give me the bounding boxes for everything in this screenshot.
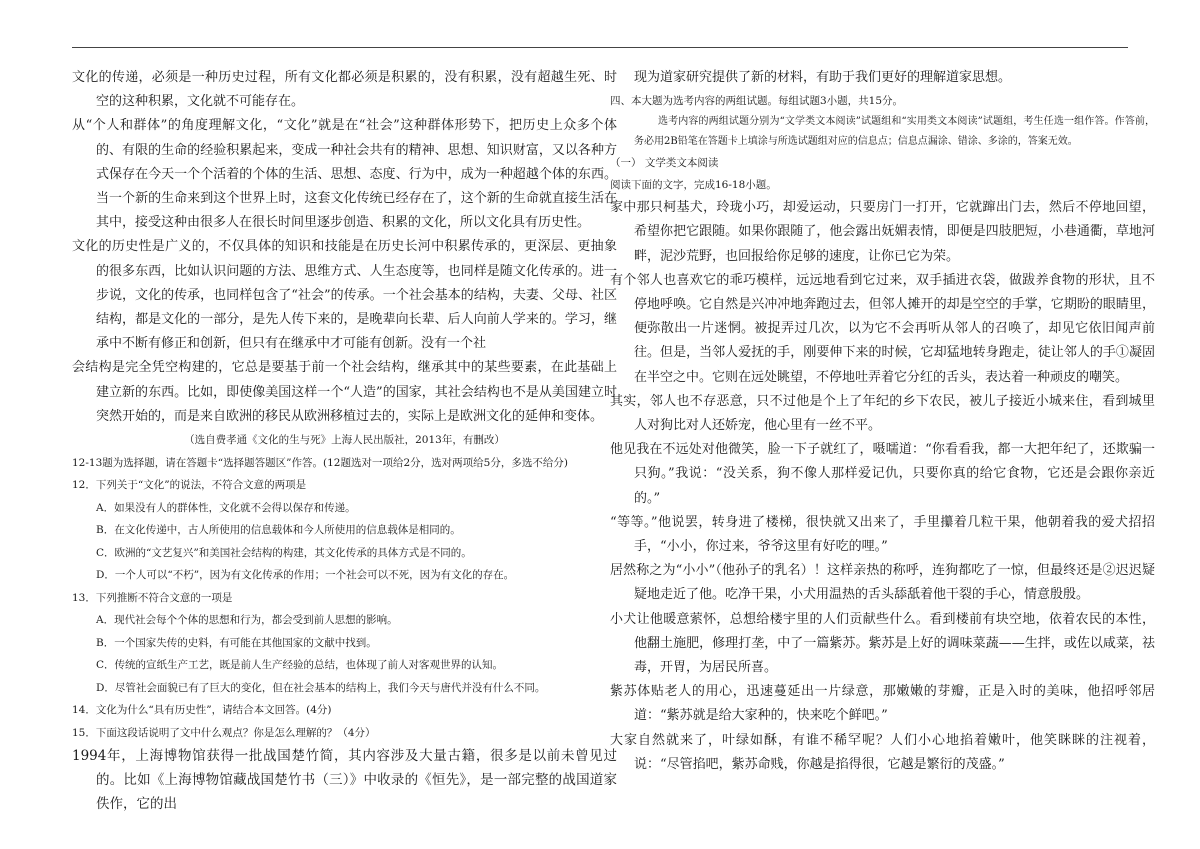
section-4-description: 选考内容的两组试题分别为“文学类文本阅读”试题组和“实用类文本阅读”试题组，考生任选一组作答。作答前，务必用2B铅笔在答题卡上填涂与所选试题组对应的信息点；信息点漏涂、错涂、多涂的，答案无效。 bbox=[634, 116, 1155, 148]
question-12: 12．下列关于“文化”的说法，不符合文意的两项是 bbox=[72, 479, 307, 492]
option-13a: A．现代社会每个个体的思想和行为，都会受到前人思想的影响。 bbox=[96, 614, 398, 627]
instruction-text: 12-13题为选择题，请在答题卡“选择题答题区”作答。(12题选对一项给2分，选对两项给5分，多选不给分) bbox=[72, 456, 568, 469]
option-13c: C．传统的宣纸生产工艺，既是前人生产经验的总结，也体现了前人对客观世界的认知。 bbox=[96, 659, 504, 672]
question-15-text: 1994年，上海博物馆获得一批战国楚竹简，其内容涉及大量古籍，很多是以前未曾见过的。比如《上海博物馆藏战国楚竹书（三）》中收录的《恒先》，是一部完整的战国道家佚作，它的出 bbox=[72, 748, 617, 813]
story-paragraph-2: 有个邻人也喜欢它的乖巧模样，远远地看到它过来，双手插进衣袋，做跋养食物的形状，且不停地呼唤。它自然是兴冲冲地奔跑过去，但邻人摊开的却是空空的手掌，它期盼的眼睛里，便弥散出一片迷惘。被捉弄过几次，以为它不会再听从邻人的召唤了，却见它依旧闻声前往。但是，当邻人爱抚的手，刚要伸下来的时候，它却猛地转身跑走，徒让邻人的手①凝固在半空之中。它则在远处眺望，不停地吐弄着它分红的舌头，表达着一种顽皮的嘲笑。 bbox=[610, 272, 1155, 385]
paragraph-3: 文化的历史性是广义的，不仅具体的知识和技能是在历史长河中积累传承的，更深层、更抽象的很多东西，比如认识问题的方法、思维方式、人生态度等，也同样是随文化传承的。进一步说，文化的传承，也同样包含了“社会”的传承。一个社会基本的结构，夫妻、父母、社区结构，都是文化的一部分，是先人传下来的，是晚辈向长辈、后人向前人学来的。学习，继承中不断有修正和创新，但只有在继承中才可能有创新。没有一个社 bbox=[72, 239, 617, 352]
option-12a: A．如果没有人的群体性，文化就不会得以保存和传递。 bbox=[96, 501, 356, 514]
story-paragraph-3: 其实，邻人也不存恶意，只不过他是个上了年纪的乡下农民，被儿子接近小城来住，看到城里人对狗比对人还娇宠，他心里有一丝不平。 bbox=[610, 393, 1155, 434]
question-15: 15．下面这段话说明了文中什么观点？你是怎么理解的？（4分） bbox=[72, 726, 376, 739]
story-paragraph-5: “等等。”他说罢，转身进了楼梯，很快就又出来了，手里攥着几粒干果，他朝着我的爱犬招招手，“小小，你过来，爷爷这里有好吃的哩。” bbox=[610, 514, 1155, 555]
story-paragraph-4: 他见我在不远处对他微笑，脸一下子就红了，嗫嚅道：“你看看我，都一大把年纪了，还欺骗一只狗。”我说：“没关系，狗不像人那样爱记仇，只要你真的给它食物，它还是会跟你亲近的。” bbox=[610, 442, 1155, 506]
paragraph-4: 会结构是完全凭空构建的，它总是要基于前一个社会结构，继承其中的某些要素，在此基础上建立新的东西。比如，即使像美国这样一个“人造”的国家，其社会结构也不是从美国建立时突然开始的，而是来自欧洲的移民从欧洲移植过去的，实际上是欧洲文化的延伸和变体。 bbox=[72, 360, 617, 424]
header-rule bbox=[72, 47, 1128, 48]
option-13d: D．尽管社会面貌已有了巨大的变化，但在社会基本的结构上，我们今天与唐代并没有什么不同。 bbox=[96, 681, 546, 694]
question-14: 14．文化为什么“具有历史性”，请结合本文回答。(4分) bbox=[72, 704, 332, 717]
option-12b: B．在文化传递中，古人所使用的信息载体和今人所使用的信息载体是相同的。 bbox=[96, 524, 461, 537]
q15-continuation: 现为道家研究提供了新的材料，有助于我们更好的理解道家思想。 bbox=[634, 70, 1012, 85]
reading-instruction: 阅读下面的文字，完成16-18小题。 bbox=[610, 179, 777, 192]
part-1-title: （一） 文学类文本阅读 bbox=[610, 157, 719, 170]
story-paragraph-1: 家中那只柯基犬，玲珑小巧，却爱运动，只要房门一打开，它就蹿出门去，然后不停地回望，希望你把它跟随。如果你跟随了，他会露出妩媚表情，即便是四肢肥短，小巷通衢，草地河畔，泥沙荒野，也回报给你足够的速度，让你已它为荣。 bbox=[610, 200, 1155, 264]
left-column bbox=[72, 66, 617, 816]
option-13b: B．一个国家失传的史料，有可能在其他国家的文献中找到。 bbox=[96, 636, 377, 649]
paragraph-1: 文化的传递，必须是一种历史过程，所有文化都必须是积累的，没有积累，没有超越生死、时空的这种积累，文化就不可能存在。 bbox=[72, 70, 617, 110]
story-paragraph-6: 居然称之为“小小”（他孙子的乳名）！这样亲热的称呼，连狗都吃了一惊，但最终还是②迟迟疑疑地走近了他。吃净干果，小犬用温热的舌头舔舐着他干裂的手心，情意殷殷。 bbox=[610, 563, 1155, 603]
section-4-title: 四、本大题为选考内容的两组试题。每组试题3小题，共15分。 bbox=[610, 95, 904, 108]
source-citation: （选自费孝通《文化的生与死》上海人民出版社，2013年，有删改） bbox=[184, 434, 505, 447]
right-column bbox=[610, 66, 1155, 777]
paragraph-2: 从“个人和群体”的角度理解文化，“文化”就是在“社会”这种群体形势下，把历史上众多个体的、有限的生命的经验积累起来，变成一种社会共有的精神、思想、知识财富，又以各种方式保存在今天一个个活着的个体的生活、思想、态度、行为中，成为一种超越个体的东西。当一个新的生命来到这个世界上时，这套文化传统已经存在了，这个新的生命就直接生活在其中，接受这种由很多人在很长时间里逐步创造、积累的文化，所以文化具有历史性。 bbox=[72, 118, 617, 231]
story-paragraph-9: 大家自然就来了，叶绿如酥，有谁不稀罕呢？人们小心地掐着嫩叶，他笑眯眯的注视着，说：“尽管掐吧，紫苏命贱，你越是掐得很，它越是繁衍的茂盛。” bbox=[610, 732, 1155, 772]
story-paragraph-8: 紫苏体贴老人的用心，迅速蔓延出一片绿意，那嫩嫩的芽瓣，正是入时的美味，他招呼邻居道：“紫苏就是给大家种的，快来吃个鲜吧。” bbox=[610, 684, 1155, 724]
story-paragraph-7: 小犬让他暖意萦怀，总想给楼宇里的人们贡献些什么。看到楼前有块空地，依着农民的本性，他翻土施肥，修理打垄，中了一篇紫苏。紫苏是上好的调味菜蔬——生拌，或佐以咸菜，祛毒，开胃，为居民所喜。 bbox=[610, 611, 1155, 676]
option-12d: D．一个人可以“不朽”，因为有文化传承的作用；一个社会可以不死，因为有文化的存在。 bbox=[96, 569, 515, 582]
question-13: 13．下列推断不符合文意的一项是 bbox=[72, 591, 233, 604]
option-12c: C．欧洲的“文艺复兴”和美国社会结构的构建，其文化传承的具体方式是不同的。 bbox=[96, 546, 472, 559]
